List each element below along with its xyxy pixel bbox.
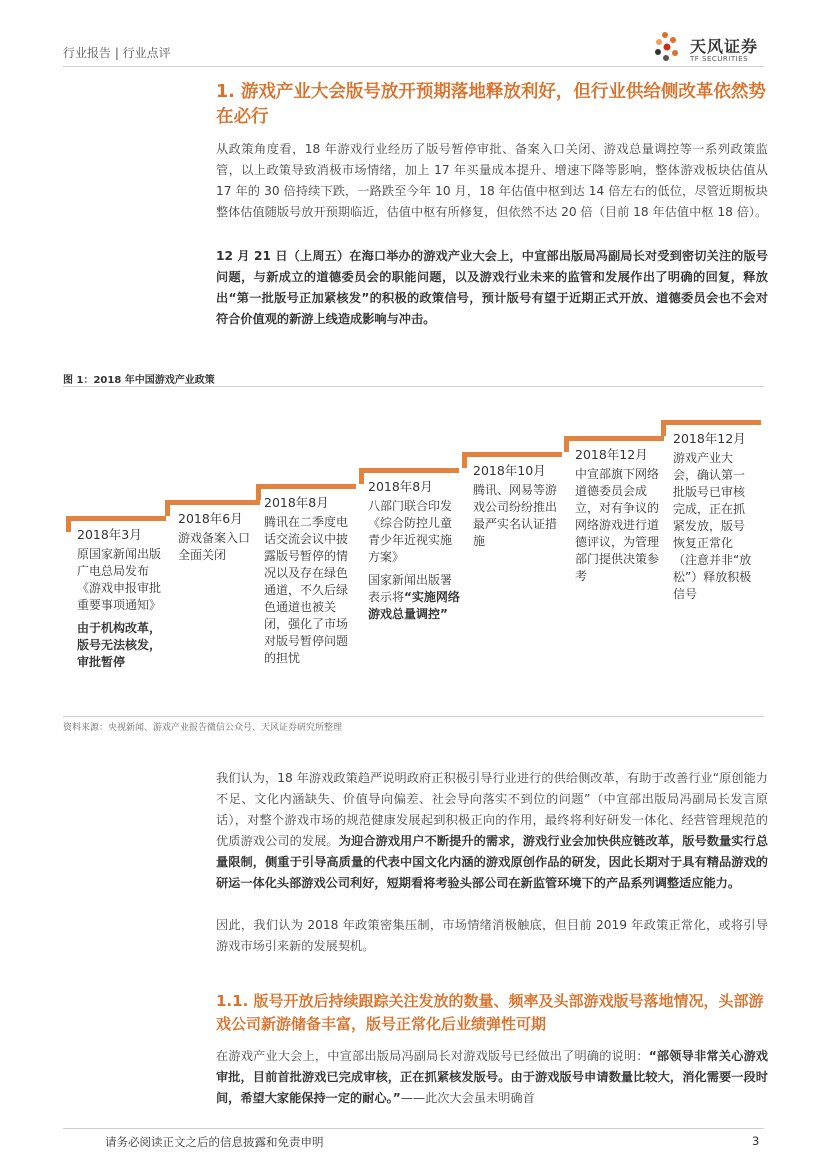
timeline-date: 2018年10月 bbox=[473, 463, 546, 478]
figure-source: 资料来源：央视新闻、游戏产业报告微信公众号、天风证券研究所整理 bbox=[63, 723, 343, 733]
timeline-item bbox=[77, 526, 165, 671]
timeline-desc: 中宣部旗下网络道德委员会成立，对有争议的网络游戏进行道德评议，为管理部门提供决策参考 bbox=[575, 467, 660, 583]
figure-title: 图 1：2018 年中国游戏产业政策 bbox=[63, 375, 215, 386]
timeline-step bbox=[71, 516, 166, 521]
timeline-date: 2018年8月 bbox=[264, 495, 329, 510]
footer-disclaimer: 请务必阅读正文之后的信息披露和免责申明 bbox=[105, 1135, 324, 1149]
opinion-bold: 为迎合游戏用户不断提升的需求，游戏行业会加快供应链改革，版号数量实行总量限制，侧重于引导高质量的代表中国文化内涵的游戏原创作品的研发，因此长期对于具有精品游戏的研运一体化头部游戏公司利好，短期看将考验头部公司在新监管环境下的产品系列调整适应能力。 bbox=[216, 834, 769, 890]
footer-divider bbox=[63, 1128, 764, 1129]
timeline-desc: 原国家新闻出版广电总局发布《游戏申报审批重要事项通知》 bbox=[77, 547, 162, 612]
timeline-desc: 游戏产业大会，确认第一批版号已审核完成，正在抓紧发放，版号恢复正常化（注意并非“放松”）释放积极信号 bbox=[673, 451, 752, 601]
timeline-desc-2-bold: “实施网络游戏总量调控” bbox=[368, 590, 460, 621]
timeline-desc-2 bbox=[368, 572, 460, 623]
timeline-desc-2-text: 国家新闻出版署表示将 bbox=[368, 573, 453, 604]
paragraph-policy-view: 从政策角度看，18 年游戏行业经历了版号暂停审批、备案入口关闭、游戏总量调控等一系列政策监管，以上政策导致消极市场情绪，加上 17 年买量成本提升、增速下降等影响，整体游戏板块估值从 17 年的 30 倍持续下跌，一路跌至今年 10 月，18 年估值中枢到达 14 倍左右的低位，尽管近期板块整体估值随版号放开预期临近，估值中枢有所修复，但依然不达 20 倍（目前 18 年估值中枢 18 倍）。 bbox=[216, 142, 768, 219]
paragraph-license-statement bbox=[216, 1046, 768, 1109]
timeline-item bbox=[178, 510, 256, 564]
statement-tail: ——此次大会虽未明确首 bbox=[400, 1091, 535, 1105]
timeline-desc: 游戏备案入口全面关闭 bbox=[178, 531, 251, 562]
timeline-step bbox=[569, 436, 664, 441]
timeline-step bbox=[666, 420, 761, 425]
figure-bottom-rule bbox=[63, 716, 764, 717]
timeline-step bbox=[467, 452, 562, 457]
timeline bbox=[63, 386, 764, 716]
timeline-desc: 八部门联合印发《综合防控儿童青少年近视实施方案》 bbox=[368, 499, 453, 564]
statement-quote: “部领导非常关心游戏审批，目前首批游戏已完成审核，正在抓紧核发版号。由于游戏版号申请数量比较大，消化需要一段时间，希望大家能保持一定的耐心。” bbox=[216, 1049, 768, 1105]
page-number: 3 bbox=[752, 1134, 760, 1148]
logo-subtext: TF SECURITIES bbox=[690, 55, 749, 63]
paragraph-opinion bbox=[216, 768, 768, 894]
timeline-date: 2018年6月 bbox=[178, 511, 243, 526]
timeline-step bbox=[261, 484, 356, 489]
timeline-item bbox=[264, 494, 354, 667]
opinion-text: 我们认为，18 年游戏政策趋严说明政府正积极引导行业进行的供给侧改革，有助于改善行业“原创能力不足、文化内涵缺失、价值导向偏差、社会导向落实不到位的问题”（中宣部出版局冯副局长发言原话），对整个游戏市场的规范健康发展起到积极正向的作用，最终将利好研发一体化、经营管理规范的优质游戏公司的发展。 bbox=[216, 771, 768, 848]
timeline-date: 2018年3月 bbox=[77, 527, 142, 542]
bold-text: 在海口举办的游戏产业大会上，中宣部出版局冯副局长对受到密切关注的版号问题，与新成立的道德委员会的职能问题，以及游戏行业未来的监管和发展作出了明确的回复，释放出“第一批版号正加紧核发”的积极的政策信号，预计版号有望于近期正式开放、道德委员会也不会对符合价值观的新游上线造成影响与冲击。 bbox=[216, 249, 768, 326]
timeline-step bbox=[364, 468, 459, 473]
bold-date: 12 月 21 日（上周五） bbox=[216, 249, 350, 263]
timeline-step bbox=[170, 500, 260, 505]
statement-lead: 在游戏产业大会上，中宣部出版局冯副局长对游戏版号已经做出了明确的说明： bbox=[216, 1049, 649, 1063]
timeline-date: 2018年12月 bbox=[673, 431, 746, 446]
timeline-item bbox=[673, 430, 753, 603]
breadcrumb: 行业报告 | 行业点评 bbox=[63, 46, 171, 60]
timeline-item bbox=[575, 446, 663, 585]
header-divider bbox=[63, 66, 764, 67]
timeline-date: 2018年12月 bbox=[575, 447, 648, 462]
logo-text: 天风证券 bbox=[690, 37, 759, 56]
timeline-item bbox=[473, 462, 559, 550]
timeline-desc: 腾讯在二季度电话交流会议中披露版号暂停的情况以及存在绿色通道，不久后绿色通道也被关闭，强化了市场对版号暂停问题的担忧 bbox=[264, 515, 349, 665]
section-heading: 1. 游戏产业大会版号放开预期落地释放利好，但行业供给侧改革依然势在必行 bbox=[216, 82, 766, 127]
paragraph-industry-conference bbox=[216, 246, 768, 330]
timeline-item bbox=[368, 478, 460, 623]
timeline-date: 2018年8月 bbox=[368, 479, 433, 494]
paragraph-conclusion: 因此，我们认为 2018 年政策密集压制，市场情绪消极触底，但目前 2019 年政策正常化，或将引导游戏市场引来新的发展契机。 bbox=[216, 918, 768, 953]
timeline-note: 由于机构改革，版号无法核发，审批暂停 bbox=[77, 621, 162, 669]
timeline-desc: 腾讯、网易等游戏公司纷纷推出最严实名认证措施 bbox=[473, 483, 558, 548]
subsection-heading: 1.1. 版号开放后持续跟踪关注发放的数量、频率及头部游戏版号落地情况，头部游戏公司新游储备丰富，版号正常化后业绩弹性可期 bbox=[216, 992, 764, 1033]
